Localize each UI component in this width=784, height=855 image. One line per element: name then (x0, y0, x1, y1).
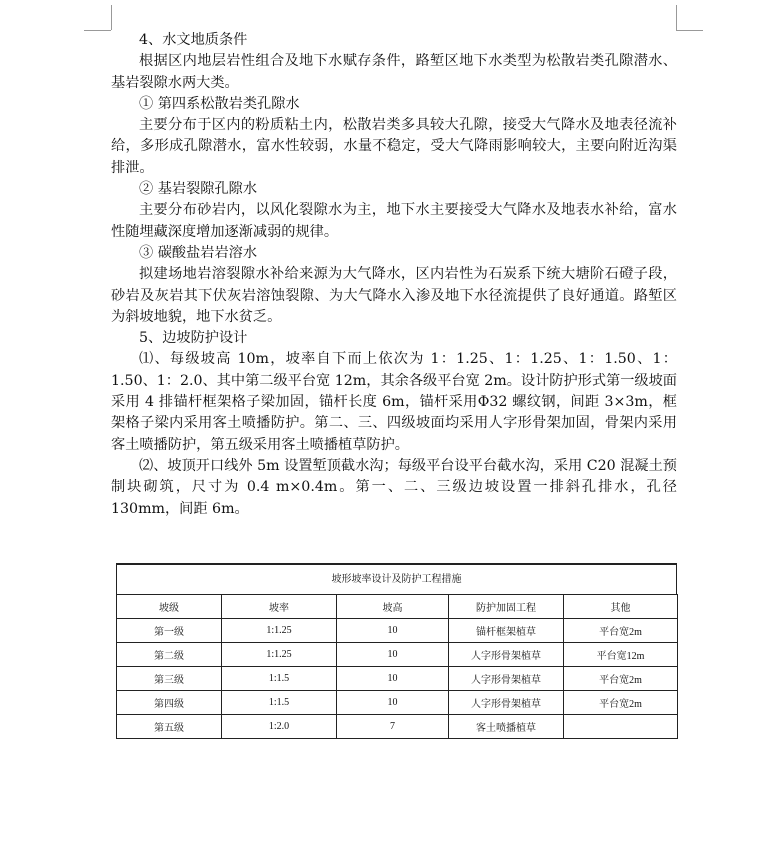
table-row (117, 715, 678, 739)
table-cell[interactable] (564, 715, 678, 739)
table-header-row (117, 595, 678, 619)
table-header-cell: 坡级 (117, 595, 222, 619)
table-row (117, 667, 678, 691)
table-cell[interactable]: 10 (337, 667, 449, 691)
paragraph-slope-design-1[interactable]: ⑴、每级坡高 10m，坡率自下而上依次为 1：1.25、1：1.25、1：1.50、1：1.50、1：2.0、其中第二级平台宽 12m，其余各级平台宽 2m。设计防护形式第一级坡面采用 4 排锚杆框架格子梁加固，锚杆长度 6m，锚杆采用Φ32 螺纹钢，间距 3×3m，框架格子梁内采用客土喷播防护。第二、三、四级坡面均采用人字形骨架加固，骨架内采用客土喷播防护，第五级采用客土喷播植草防护。 (111, 351, 677, 453)
table-cell[interactable]: 平台宽2m (564, 691, 678, 715)
table-cell[interactable]: 平台宽2m (564, 667, 678, 691)
paragraph-fissure-water[interactable]: 主要分布砂岩内，以风化裂隙水为主，地下水主要接受大气降水及地表水补给，富水性随埋藏深度增加逐渐减弱的规律。 (111, 202, 677, 240)
paragraph-karst-water[interactable]: 拟建场地岩溶裂隙水补给来源为大气降水，区内岩性为石炭系下统大塘阶石磴子段，砂岩及灰岩其下伏灰岩溶蚀裂隙、为大气降水入渗及地下水径流提供了良好通道。路堑区为斜坡地貌，地下水贫乏。 (111, 266, 677, 325)
table-cell[interactable]: 7 (337, 715, 449, 739)
paragraph-porous-water[interactable]: 主要分布于区内的粉质粘土内，松散岩类多具较大孔隙，接受大气降水及地表径流补给，多形成孔隙潜水，富水性较弱，水量不稳定，受大气降雨影响较大，主要向附近沟渠排泄。 (111, 117, 677, 176)
table-cell[interactable]: 客土喷播植草 (449, 715, 564, 739)
paragraph-groundwater-types[interactable]: 根据区内地层岩性组合及地下水赋存条件，路堑区地下水类型为松散岩类孔隙潜水、基岩裂隙水两大类。 (111, 53, 677, 91)
subheading-karst-water[interactable]: ③ 碳酸盐岩岩溶水 (139, 244, 258, 261)
table-cell[interactable]: 第五级 (117, 715, 222, 739)
table-header-cell: 坡高 (337, 595, 449, 619)
subheading-porous-water[interactable]: ① 第四系松散岩类孔隙水 (139, 95, 300, 112)
page-corner-mark-top-right (676, 30, 703, 31)
table-header-cell: 坡率 (222, 595, 337, 619)
table-caption: 坡形坡率设计及防护工程措施 (116, 563, 677, 594)
table-cell[interactable]: 锚杆框架植草 (449, 619, 564, 643)
document-body (111, 30, 677, 520)
table-cell[interactable]: 第一级 (117, 619, 222, 643)
table-cell[interactable]: 10 (337, 691, 449, 715)
table-row (117, 691, 678, 715)
table-cell[interactable]: 第四级 (117, 691, 222, 715)
table-cell[interactable]: 人字形骨架植草 (449, 667, 564, 691)
table-cell[interactable]: 平台宽2m (564, 619, 678, 643)
table-cell[interactable]: 1:1.5 (222, 667, 337, 691)
table-cell[interactable]: 第二级 (117, 643, 222, 667)
table-grid (116, 594, 678, 739)
table-header-cell: 防护加固工程 (449, 595, 564, 619)
table-cell[interactable]: 人字形骨架植草 (449, 691, 564, 715)
heading-slope-protection[interactable]: 5、边坡防护设计 (139, 330, 248, 347)
subheading-fissure-water[interactable]: ② 基岩裂隙孔隙水 (139, 181, 258, 198)
heading-hydrogeology[interactable]: 4、水文地质条件 (139, 32, 248, 48)
page-corner-mark-top-left (84, 30, 111, 31)
slope-design-table (116, 563, 677, 739)
table-row (117, 643, 678, 667)
table-row (117, 619, 678, 643)
table-cell[interactable]: 人字形骨架植草 (449, 643, 564, 667)
paragraph-slope-design-2[interactable]: ⑵、坡顶开口线外 5m 设置堑顶截水沟；每级平台设平台截水沟，采用 C20 混凝土预制块砌筑，尺寸为 0.4 m×0.4m。第一、二、三级边坡设置一排斜孔排水，孔径 130mm，间距 6m。 (111, 457, 677, 517)
table-cell[interactable]: 平台宽12m (564, 643, 678, 667)
table-header-cell: 其他 (564, 595, 678, 619)
table-cell[interactable]: 第三级 (117, 667, 222, 691)
table-cell[interactable]: 10 (337, 643, 449, 667)
table-cell[interactable]: 10 (337, 619, 449, 643)
table-cell[interactable]: 1:1.25 (222, 619, 337, 643)
table-cell[interactable]: 1:1.25 (222, 643, 337, 667)
page-corner-mark-top-left-vertical (111, 5, 112, 30)
table-cell[interactable]: 1:1.5 (222, 691, 337, 715)
table-cell[interactable]: 1:2.0 (222, 715, 337, 739)
page-corner-mark-top-right-vertical (676, 5, 677, 30)
